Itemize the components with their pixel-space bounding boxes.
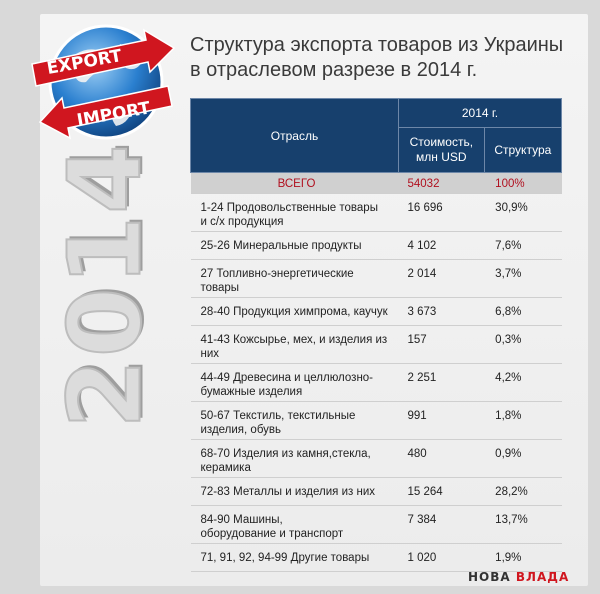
value-cell: 480 xyxy=(399,440,485,478)
title-line-2: в отраслевом разрезе в 2014 г. xyxy=(190,59,478,81)
sector-cell xyxy=(191,506,399,544)
total-label: ВСЕГО xyxy=(191,173,399,194)
value-cell: 991 xyxy=(399,402,485,440)
header-value: Стоимость, млн USD xyxy=(399,128,485,173)
sector-line-2: оборудование и транспорт xyxy=(200,528,344,540)
value-cell: 15 264 xyxy=(399,478,485,506)
table-row xyxy=(191,544,562,572)
sector-line-1: 1-24 Продовольственные товары xyxy=(200,202,378,214)
header-sector: Отрасль xyxy=(191,99,399,173)
sector-cell xyxy=(191,298,399,326)
sector-line-2: них xyxy=(200,348,220,360)
share-cell: 4,2% xyxy=(484,364,561,402)
sector-line-1: 72-83 Металлы и изделия из них xyxy=(200,486,376,498)
sector-line-1: 28-40 Продукция химпрома, каучук xyxy=(200,306,388,318)
sector-line-1: 84-90 Машины, xyxy=(200,514,283,526)
table-row xyxy=(191,364,562,402)
sector-line-2: бумажные изделия xyxy=(200,386,303,398)
sector-line-2: изделия, обувь xyxy=(200,424,281,436)
share-cell: 30,9% xyxy=(484,194,561,232)
brand-logo xyxy=(468,570,569,584)
value-cell: 157 xyxy=(399,326,485,364)
title-line-1: Структура экспорта товаров из Украины xyxy=(190,34,564,56)
value-cell: 16 696 xyxy=(399,194,485,232)
sector-cell xyxy=(191,194,399,232)
table-row xyxy=(191,402,562,440)
share-cell: 3,7% xyxy=(484,260,561,298)
sector-line-1: 44-49 Древесина и целлюлозно- xyxy=(200,372,374,384)
sector-line-1: 25-26 Минеральные продукты xyxy=(200,240,362,252)
share-cell: 0,9% xyxy=(484,440,561,478)
value-cell: 4 102 xyxy=(399,232,485,260)
value-cell: 7 384 xyxy=(399,506,485,544)
sector-cell xyxy=(191,260,399,298)
value-cell: 2 251 xyxy=(399,364,485,402)
sector-line-1: 68-70 Изделия из камня,стекла, xyxy=(200,448,371,460)
year-watermark-text: 2014 xyxy=(46,141,164,429)
sector-cell xyxy=(191,478,399,506)
sector-cell xyxy=(191,544,399,572)
sector-cell xyxy=(191,326,399,364)
year-watermark xyxy=(40,141,170,429)
header-year: 2014 г. xyxy=(399,99,562,128)
share-cell: 1,8% xyxy=(484,402,561,440)
table-row xyxy=(191,260,562,298)
share-cell: 13,7% xyxy=(484,506,561,544)
sector-cell xyxy=(191,232,399,260)
value-cell: 3 673 xyxy=(399,298,485,326)
table-row xyxy=(191,478,562,506)
export-structure-table xyxy=(190,98,562,572)
page-title xyxy=(190,33,580,83)
sector-line-1: 27 Топливно-энергетические xyxy=(200,268,354,280)
sector-line-2: товары xyxy=(200,282,240,294)
table-row xyxy=(191,232,562,260)
sector-line-2: керамика xyxy=(200,462,251,474)
table-row xyxy=(191,194,562,232)
brand-part-2: ВЛАДА xyxy=(515,570,570,584)
table-row xyxy=(191,298,562,326)
sector-line-1: 50-67 Текстиль, текстильные xyxy=(200,410,356,422)
table-row xyxy=(191,506,562,544)
sector-line-1: 71, 91, 92, 94-99 Другие товары xyxy=(200,552,370,564)
share-cell: 28,2% xyxy=(484,478,561,506)
sector-cell xyxy=(191,402,399,440)
sector-line-1: 41-43 Кожсырье, мех, и изделия из xyxy=(200,334,388,346)
brand-part-1: НОВА xyxy=(468,570,511,584)
sector-line-2: и с/х продукция xyxy=(200,216,284,228)
import-label: IMPORT xyxy=(75,98,152,131)
export-import-globe-logo xyxy=(28,6,178,156)
total-share: 100% xyxy=(484,173,561,194)
table-row xyxy=(191,440,562,478)
share-cell: 7,6% xyxy=(484,232,561,260)
share-cell: 6,8% xyxy=(484,298,561,326)
value-cell: 2 014 xyxy=(399,260,485,298)
sector-cell xyxy=(191,440,399,478)
total-row xyxy=(191,173,562,194)
table-row xyxy=(191,326,562,364)
sector-cell xyxy=(191,364,399,402)
share-cell: 1,9% xyxy=(484,544,561,572)
export-label: EXPORT xyxy=(45,46,124,79)
header-share: Структура xyxy=(484,128,561,173)
total-value: 54032 xyxy=(399,173,485,194)
value-cell: 1 020 xyxy=(399,544,485,572)
share-cell: 0,3% xyxy=(484,326,561,364)
